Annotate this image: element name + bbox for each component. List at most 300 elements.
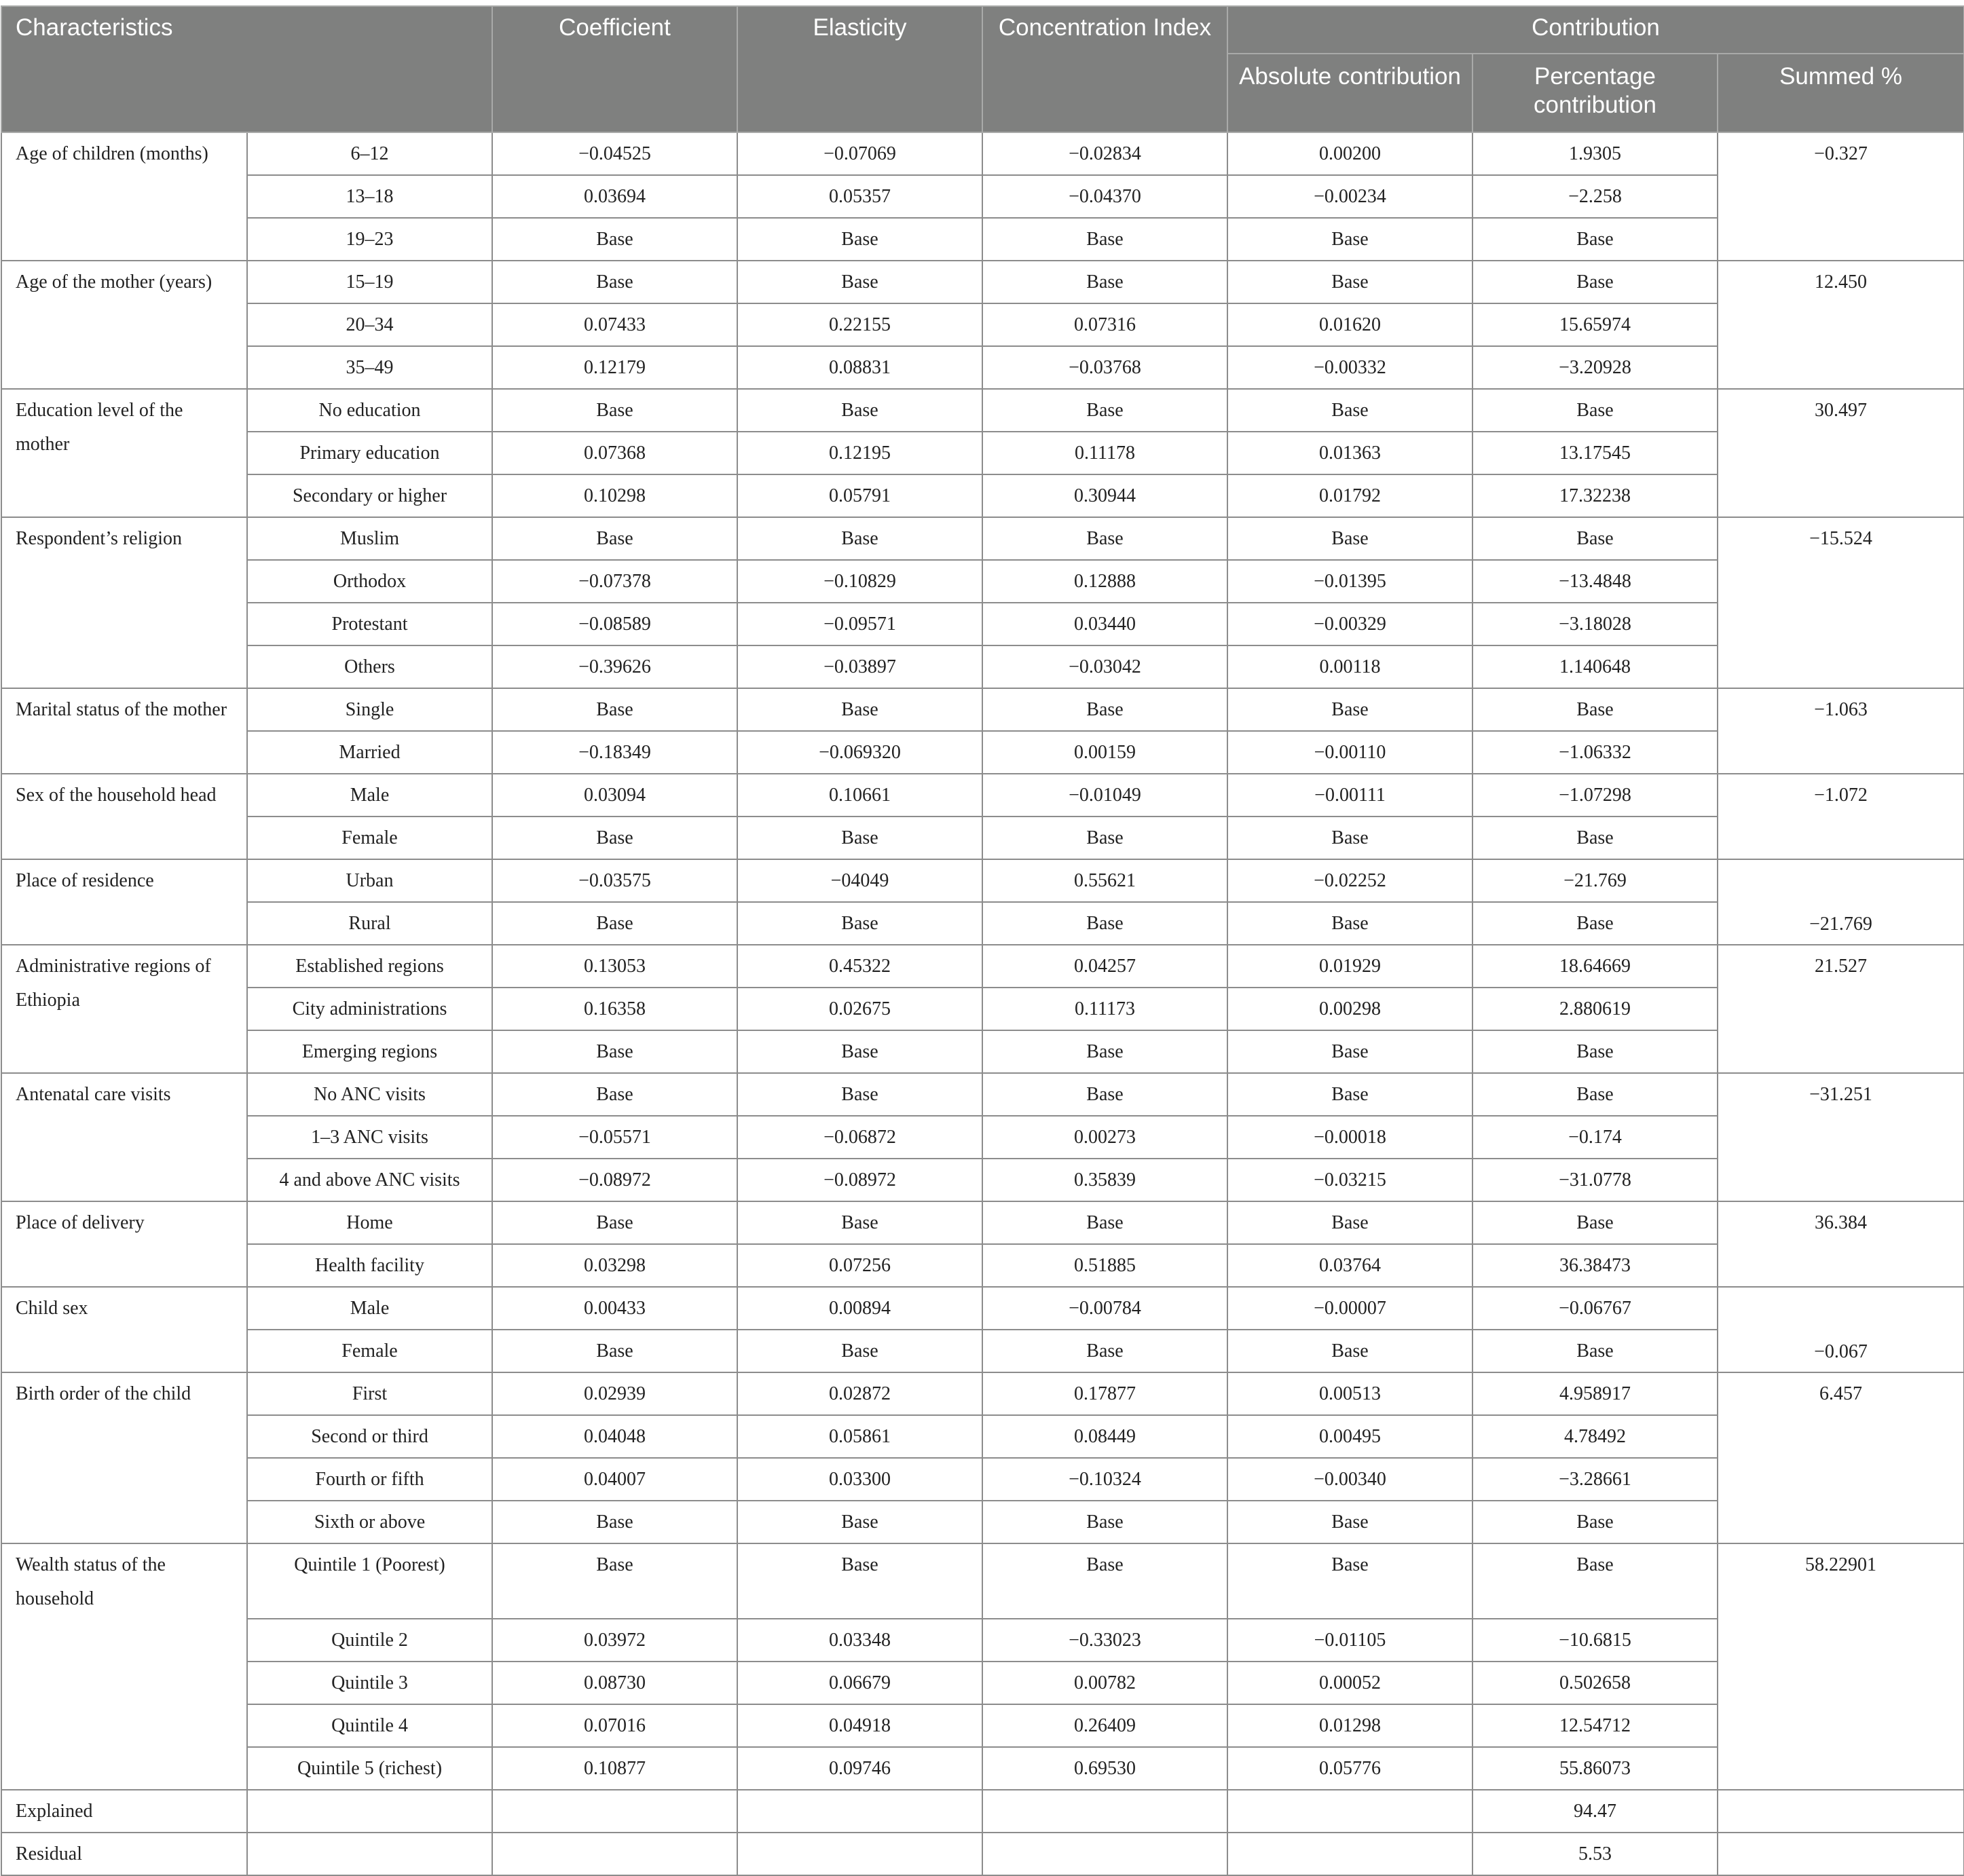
table-row (1, 389, 1964, 432)
table-row (1, 1747, 1964, 1790)
percentage-contribution-cell: −2.258 (1472, 175, 1718, 218)
category-cell: 4 and above ANC visits (247, 1159, 492, 1201)
characteristic-label: Age of children (months) (1, 132, 247, 261)
table-row (1, 945, 1964, 988)
table-row (1, 517, 1964, 560)
concentration-index-cell: −0.00784 (982, 1287, 1227, 1330)
elasticity-cell: 0.05861 (737, 1415, 982, 1458)
percentage-contribution-cell: 15.65974 (1472, 303, 1718, 346)
coefficient-cell: 0.07016 (492, 1704, 737, 1747)
percentage-contribution-cell: Base (1472, 1030, 1718, 1073)
absolute-contribution-cell: −0.03215 (1227, 1159, 1472, 1201)
category-cell: Protestant (247, 603, 492, 645)
coefficient-cell: 0.03094 (492, 774, 737, 817)
elasticity-cell: Base (737, 261, 982, 303)
coefficient-cell: 0.03298 (492, 1244, 737, 1287)
percentage-contribution-cell: −31.0778 (1472, 1159, 1718, 1201)
percentage-contribution-cell: Base (1472, 1073, 1718, 1116)
elasticity-cell: 0.09746 (737, 1747, 982, 1790)
header-contribution: Contribution (1227, 6, 1964, 54)
absolute-contribution-cell: Base (1227, 1030, 1472, 1073)
absolute-contribution-cell: −0.00340 (1227, 1458, 1472, 1501)
elasticity-cell: Base (737, 218, 982, 261)
category-cell: 35–49 (247, 346, 492, 389)
elasticity-cell: 0.07256 (737, 1244, 982, 1287)
category-cell: Quintile 2 (247, 1619, 492, 1662)
category-cell: Health facility (247, 1244, 492, 1287)
percentage-contribution-cell: Base (1472, 902, 1718, 945)
concentration-index-cell: −0.02834 (982, 132, 1227, 175)
table-row (1, 303, 1964, 346)
table-body (1, 132, 1964, 1875)
absolute-contribution-cell: Base (1227, 1330, 1472, 1372)
category-cell: Quintile 5 (richest) (247, 1747, 492, 1790)
characteristic-label: Marital status of the mother (1, 688, 247, 774)
header-characteristics: Characteristics (1, 6, 492, 132)
characteristic-label: Place of residence (1, 859, 247, 945)
category-cell: Emerging regions (247, 1030, 492, 1073)
concentration-index-cell: 0.55621 (982, 859, 1227, 902)
empty-cell (1227, 1833, 1472, 1875)
table-row (1, 1030, 1964, 1073)
characteristic-label: Age of the mother (years) (1, 261, 247, 389)
elasticity-cell: 0.05357 (737, 175, 982, 218)
footer-row (1, 1833, 1964, 1875)
percentage-contribution-cell: −3.18028 (1472, 603, 1718, 645)
category-cell: Urban (247, 859, 492, 902)
coefficient-cell: Base (492, 1030, 737, 1073)
percentage-contribution-cell: Base (1472, 517, 1718, 560)
absolute-contribution-cell: −0.00332 (1227, 346, 1472, 389)
elasticity-cell: 0.00894 (737, 1287, 982, 1330)
summed-pct-cell: −21.769 (1718, 859, 1964, 945)
table-row (1, 859, 1964, 902)
percentage-contribution-cell: 36.38473 (1472, 1244, 1718, 1287)
characteristic-label: Wealth status of the household (1, 1543, 247, 1790)
concentration-index-cell: 0.69530 (982, 1747, 1227, 1790)
coefficient-cell: 0.04048 (492, 1415, 737, 1458)
percentage-contribution-cell: −21.769 (1472, 859, 1718, 902)
elasticity-cell: 0.04918 (737, 1704, 982, 1747)
table-row (1, 1073, 1964, 1116)
percentage-contribution-cell: Base (1472, 1330, 1718, 1372)
absolute-contribution-cell: −0.00110 (1227, 731, 1472, 774)
absolute-contribution-cell: 0.00200 (1227, 132, 1472, 175)
concentration-index-cell: Base (982, 1201, 1227, 1244)
absolute-contribution-cell: Base (1227, 517, 1472, 560)
concentration-index-cell: Base (982, 688, 1227, 731)
elasticity-cell: Base (737, 1330, 982, 1372)
percentage-contribution-cell: 4.78492 (1472, 1415, 1718, 1458)
footer-label: Explained (1, 1790, 247, 1833)
coefficient-cell: 0.07433 (492, 303, 737, 346)
footer-label: Residual (1, 1833, 247, 1875)
coefficient-cell: Base (492, 688, 737, 731)
absolute-contribution-cell: Base (1227, 218, 1472, 261)
category-cell: Rural (247, 902, 492, 945)
category-cell: Second or third (247, 1415, 492, 1458)
absolute-contribution-cell: −0.00007 (1227, 1287, 1472, 1330)
table-row (1, 175, 1964, 218)
header-elasticity: Elasticity (737, 6, 982, 132)
table-row (1, 560, 1964, 603)
elasticity-cell: −0.08972 (737, 1159, 982, 1201)
elasticity-cell: −04049 (737, 859, 982, 902)
absolute-contribution-cell: 0.03764 (1227, 1244, 1472, 1287)
table-row (1, 817, 1964, 859)
absolute-contribution-cell: −0.01395 (1227, 560, 1472, 603)
coefficient-cell: Base (492, 517, 737, 560)
coefficient-cell: Base (492, 389, 737, 432)
coefficient-cell: Base (492, 817, 737, 859)
concentration-index-cell: 0.30944 (982, 474, 1227, 517)
table-row (1, 1159, 1964, 1201)
coefficient-cell: 0.03694 (492, 175, 737, 218)
elasticity-cell: 0.03300 (737, 1458, 982, 1501)
elasticity-cell: 0.45322 (737, 945, 982, 988)
coefficient-cell: −0.03575 (492, 859, 737, 902)
coefficient-cell: 0.13053 (492, 945, 737, 988)
table-row (1, 432, 1964, 474)
summed-pct-cell: −31.251 (1718, 1073, 1964, 1201)
coefficient-cell: −0.08972 (492, 1159, 737, 1201)
characteristic-label: Child sex (1, 1287, 247, 1372)
absolute-contribution-cell: 0.00513 (1227, 1372, 1472, 1415)
elasticity-cell: Base (737, 1201, 982, 1244)
concentration-index-cell: −0.03042 (982, 645, 1227, 688)
decomposition-table (1, 5, 1964, 1876)
header-percentage-contribution: Percentage contribution (1472, 54, 1718, 132)
category-cell: Single (247, 688, 492, 731)
absolute-contribution-cell: −0.00234 (1227, 175, 1472, 218)
category-cell: City administrations (247, 988, 492, 1030)
absolute-contribution-cell: Base (1227, 817, 1472, 859)
percentage-contribution-cell: 0.502658 (1472, 1662, 1718, 1704)
absolute-contribution-cell: 0.05776 (1227, 1747, 1472, 1790)
elasticity-cell: −0.07069 (737, 132, 982, 175)
category-cell: Orthodox (247, 560, 492, 603)
percentage-contribution-cell: −13.4848 (1472, 560, 1718, 603)
table-row (1, 218, 1964, 261)
concentration-index-cell: 0.00782 (982, 1662, 1227, 1704)
category-cell: 6–12 (247, 132, 492, 175)
summed-pct-cell: 36.384 (1718, 1201, 1964, 1287)
elasticity-cell: 0.10661 (737, 774, 982, 817)
elasticity-cell: 0.05791 (737, 474, 982, 517)
coefficient-cell: Base (492, 1073, 737, 1116)
table-row (1, 1543, 1964, 1619)
concentration-index-cell: −0.33023 (982, 1619, 1227, 1662)
concentration-index-cell: 0.11178 (982, 432, 1227, 474)
absolute-contribution-cell: 0.01792 (1227, 474, 1472, 517)
coefficient-cell: 0.10298 (492, 474, 737, 517)
empty-cell (737, 1833, 982, 1875)
absolute-contribution-cell: 0.01620 (1227, 303, 1472, 346)
summed-pct-cell: −1.063 (1718, 688, 1964, 774)
table-row (1, 645, 1964, 688)
concentration-index-cell: −0.03768 (982, 346, 1227, 389)
elasticity-cell: −0.09571 (737, 603, 982, 645)
empty-cell (982, 1833, 1227, 1875)
elasticity-cell: −0.06872 (737, 1116, 982, 1159)
absolute-contribution-cell: Base (1227, 261, 1472, 303)
concentration-index-cell: Base (982, 817, 1227, 859)
category-cell: No education (247, 389, 492, 432)
coefficient-cell: 0.07368 (492, 432, 737, 474)
characteristic-label: Sex of the household head (1, 774, 247, 859)
category-cell: Male (247, 1287, 492, 1330)
summed-pct-cell: −0.067 (1718, 1287, 1964, 1372)
absolute-contribution-cell: −0.02252 (1227, 859, 1472, 902)
concentration-index-cell: 0.26409 (982, 1704, 1227, 1747)
percentage-contribution-cell: Base (1472, 389, 1718, 432)
empty-cell (1718, 1833, 1964, 1875)
concentration-index-cell: Base (982, 517, 1227, 560)
table-row (1, 1244, 1964, 1287)
table-row (1, 603, 1964, 645)
concentration-index-cell: −0.01049 (982, 774, 1227, 817)
category-cell: Home (247, 1201, 492, 1244)
coefficient-cell: 0.16358 (492, 988, 737, 1030)
concentration-index-cell: 0.00159 (982, 731, 1227, 774)
table-row (1, 1201, 1964, 1244)
summed-pct-cell: 6.457 (1718, 1372, 1964, 1543)
category-cell: Secondary or higher (247, 474, 492, 517)
category-cell: Primary education (247, 432, 492, 474)
characteristic-label: Education level of the mother (1, 389, 247, 517)
absolute-contribution-cell: Base (1227, 389, 1472, 432)
table-row (1, 1662, 1964, 1704)
table-row (1, 1415, 1964, 1458)
absolute-contribution-cell: 0.01929 (1227, 945, 1472, 988)
summed-pct-cell: 30.497 (1718, 389, 1964, 517)
footer-percentage-cell: 94.47 (1472, 1790, 1718, 1833)
summed-pct-cell: −0.327 (1718, 132, 1964, 261)
coefficient-cell: 0.04007 (492, 1458, 737, 1501)
table-row (1, 688, 1964, 731)
absolute-contribution-cell: Base (1227, 902, 1472, 945)
coefficient-cell: Base (492, 218, 737, 261)
empty-cell (492, 1833, 737, 1875)
absolute-contribution-cell: Base (1227, 1201, 1472, 1244)
concentration-index-cell: 0.17877 (982, 1372, 1227, 1415)
table-row (1, 902, 1964, 945)
coefficient-cell: 0.12179 (492, 346, 737, 389)
elasticity-cell: Base (737, 1543, 982, 1619)
concentration-index-cell: 0.08449 (982, 1415, 1227, 1458)
percentage-contribution-cell: Base (1472, 1543, 1718, 1619)
footer-percentage-cell: 5.53 (1472, 1833, 1718, 1875)
table-row (1, 346, 1964, 389)
coefficient-cell: −0.18349 (492, 731, 737, 774)
percentage-contribution-cell: 13.17545 (1472, 432, 1718, 474)
elasticity-cell: 0.02872 (737, 1372, 982, 1415)
concentration-index-cell: Base (982, 1501, 1227, 1543)
absolute-contribution-cell: −0.00329 (1227, 603, 1472, 645)
coefficient-cell: −0.08589 (492, 603, 737, 645)
absolute-contribution-cell: Base (1227, 1543, 1472, 1619)
elasticity-cell: 0.22155 (737, 303, 982, 346)
characteristic-label: Birth order of the child (1, 1372, 247, 1543)
percentage-contribution-cell: 12.54712 (1472, 1704, 1718, 1747)
characteristic-label: Administrative regions of Ethiopia (1, 945, 247, 1073)
category-cell: 13–18 (247, 175, 492, 218)
empty-cell (1227, 1790, 1472, 1833)
characteristic-label: Antenatal care visits (1, 1073, 247, 1201)
concentration-index-cell: Base (982, 218, 1227, 261)
concentration-index-cell: 0.00273 (982, 1116, 1227, 1159)
concentration-index-cell: Base (982, 1543, 1227, 1619)
percentage-contribution-cell: 1.140648 (1472, 645, 1718, 688)
category-cell: Sixth or above (247, 1501, 492, 1543)
elasticity-cell: 0.06679 (737, 1662, 982, 1704)
percentage-contribution-cell: 2.880619 (1472, 988, 1718, 1030)
percentage-contribution-cell: Base (1472, 218, 1718, 261)
category-cell: Married (247, 731, 492, 774)
category-cell: Fourth or fifth (247, 1458, 492, 1501)
coefficient-cell: Base (492, 261, 737, 303)
table-row (1, 1704, 1964, 1747)
percentage-contribution-cell: Base (1472, 817, 1718, 859)
percentage-contribution-cell: Base (1472, 1501, 1718, 1543)
table-row (1, 731, 1964, 774)
header-absolute-contribution: Absolute contribution (1227, 54, 1472, 132)
empty-cell (982, 1790, 1227, 1833)
elasticity-cell: Base (737, 1030, 982, 1073)
empty-cell (1718, 1790, 1964, 1833)
coefficient-cell: 0.02939 (492, 1372, 737, 1415)
absolute-contribution-cell: 0.01298 (1227, 1704, 1472, 1747)
percentage-contribution-cell: 17.32238 (1472, 474, 1718, 517)
concentration-index-cell: 0.12888 (982, 560, 1227, 603)
coefficient-cell: Base (492, 1501, 737, 1543)
category-cell: First (247, 1372, 492, 1415)
coefficient-cell: −0.39626 (492, 645, 737, 688)
category-cell: 15–19 (247, 261, 492, 303)
coefficient-cell: Base (492, 902, 737, 945)
category-cell: No ANC visits (247, 1073, 492, 1116)
absolute-contribution-cell: 0.01363 (1227, 432, 1472, 474)
characteristic-label: Place of delivery (1, 1201, 247, 1287)
concentration-index-cell: 0.03440 (982, 603, 1227, 645)
table-row (1, 261, 1964, 303)
coefficient-cell: Base (492, 1201, 737, 1244)
concentration-index-cell: 0.51885 (982, 1244, 1227, 1287)
empty-cell (492, 1790, 737, 1833)
absolute-contribution-cell: Base (1227, 688, 1472, 731)
table-row (1, 1501, 1964, 1543)
summed-pct-cell: 58.22901 (1718, 1543, 1964, 1790)
category-cell: Female (247, 817, 492, 859)
table-row (1, 988, 1964, 1030)
concentration-index-cell: Base (982, 1030, 1227, 1073)
coefficient-cell: 0.10877 (492, 1747, 737, 1790)
elasticity-cell: 0.02675 (737, 988, 982, 1030)
percentage-contribution-cell: Base (1472, 688, 1718, 731)
percentage-contribution-cell: −3.20928 (1472, 346, 1718, 389)
coefficient-cell: 0.08730 (492, 1662, 737, 1704)
category-cell: 1–3 ANC visits (247, 1116, 492, 1159)
empty-cell (247, 1833, 492, 1875)
concentration-index-cell: 0.04257 (982, 945, 1227, 988)
absolute-contribution-cell: 0.00052 (1227, 1662, 1472, 1704)
elasticity-cell: Base (737, 1073, 982, 1116)
table-row (1, 1116, 1964, 1159)
concentration-index-cell: 0.35839 (982, 1159, 1227, 1201)
table-row (1, 1619, 1964, 1662)
table-row (1, 474, 1964, 517)
concentration-index-cell: Base (982, 389, 1227, 432)
percentage-contribution-cell: 1.9305 (1472, 132, 1718, 175)
empty-cell (737, 1790, 982, 1833)
summed-pct-cell: −15.524 (1718, 517, 1964, 688)
concentration-index-cell: −0.04370 (982, 175, 1227, 218)
percentage-contribution-cell: Base (1472, 261, 1718, 303)
coefficient-cell: −0.04525 (492, 132, 737, 175)
table-row (1, 1287, 1964, 1330)
empty-cell (247, 1790, 492, 1833)
concentration-index-cell: Base (982, 902, 1227, 945)
elasticity-cell: 0.03348 (737, 1619, 982, 1662)
footer-row (1, 1790, 1964, 1833)
table-row (1, 1458, 1964, 1501)
concentration-index-cell: Base (982, 1330, 1227, 1372)
absolute-contribution-cell: Base (1227, 1073, 1472, 1116)
percentage-contribution-cell: −1.07298 (1472, 774, 1718, 817)
absolute-contribution-cell: −0.00018 (1227, 1116, 1472, 1159)
absolute-contribution-cell: −0.01105 (1227, 1619, 1472, 1662)
percentage-contribution-cell: 55.86073 (1472, 1747, 1718, 1790)
concentration-index-cell: 0.07316 (982, 303, 1227, 346)
elasticity-cell: 0.08831 (737, 346, 982, 389)
table-row (1, 1330, 1964, 1372)
table-row (1, 132, 1964, 175)
concentration-index-cell: −0.10324 (982, 1458, 1227, 1501)
coefficient-cell: Base (492, 1330, 737, 1372)
summed-pct-cell: −1.072 (1718, 774, 1964, 859)
coefficient-cell: 0.00433 (492, 1287, 737, 1330)
percentage-contribution-cell: −0.174 (1472, 1116, 1718, 1159)
percentage-contribution-cell: 18.64669 (1472, 945, 1718, 988)
elasticity-cell: Base (737, 902, 982, 945)
coefficient-cell: −0.07378 (492, 560, 737, 603)
elasticity-cell: 0.12195 (737, 432, 982, 474)
percentage-contribution-cell: 4.958917 (1472, 1372, 1718, 1415)
elasticity-cell: Base (737, 688, 982, 731)
elasticity-cell: Base (737, 517, 982, 560)
category-cell: 20–34 (247, 303, 492, 346)
summed-pct-cell: 21.527 (1718, 945, 1964, 1073)
elasticity-cell: −0.069320 (737, 731, 982, 774)
concentration-index-cell: 0.11173 (982, 988, 1227, 1030)
header-coefficient: Coefficient (492, 6, 737, 132)
percentage-contribution-cell: −0.06767 (1472, 1287, 1718, 1330)
category-cell: Male (247, 774, 492, 817)
concentration-index-cell: Base (982, 261, 1227, 303)
absolute-contribution-cell: −0.00111 (1227, 774, 1472, 817)
percentage-contribution-cell: −3.28661 (1472, 1458, 1718, 1501)
table-row (1, 1372, 1964, 1415)
category-cell: 19–23 (247, 218, 492, 261)
category-cell: Female (247, 1330, 492, 1372)
header-concentration-index: Concentration Index (982, 6, 1227, 132)
category-cell: Muslim (247, 517, 492, 560)
elasticity-cell: Base (737, 1501, 982, 1543)
coefficient-cell: −0.05571 (492, 1116, 737, 1159)
elasticity-cell: Base (737, 389, 982, 432)
absolute-contribution-cell: Base (1227, 1501, 1472, 1543)
coefficient-cell: 0.03972 (492, 1619, 737, 1662)
